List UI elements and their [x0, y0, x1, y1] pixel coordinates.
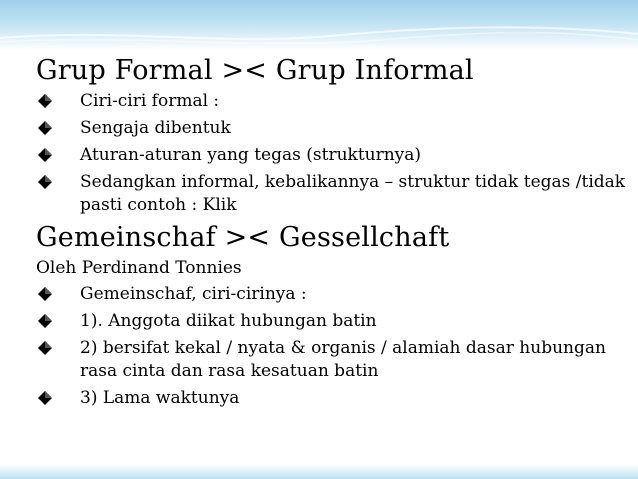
bullet-text: Sengaja dibentuk [80, 118, 231, 138]
diamond-bullet-icon [36, 337, 80, 360]
slide-content [36, 54, 632, 414]
bullet-item [36, 310, 632, 333]
bullet-text: Ciri-ciri formal : [80, 91, 220, 111]
slide-footer-band [0, 465, 638, 479]
bullet-item [36, 387, 632, 410]
section-subtitle: Oleh Perdinand Tonnies [36, 258, 242, 278]
diamond-bullet-icon [36, 144, 80, 167]
diamond-bullet-icon [36, 117, 80, 140]
bullet-item [36, 90, 632, 113]
bullet-item [36, 117, 632, 140]
diamond-bullet-icon [36, 387, 80, 410]
section-heading-gemeinschaft: Gemeinschaf >< Gessellchaft [36, 222, 450, 253]
bullet-text: 3) Lama waktunya [80, 388, 240, 408]
diamond-bullet-icon [36, 310, 80, 333]
bullet-item [36, 283, 632, 306]
diamond-bullet-icon [36, 171, 80, 194]
bullet-text: Sedangkan informal, kebalikannya – struktur tidak tegas /tidak pasti contoh : Klik [80, 172, 626, 215]
bullet-item [36, 144, 632, 167]
diamond-bullet-icon [36, 90, 80, 113]
slide-header-band [0, 0, 638, 50]
diamond-bullet-icon [36, 283, 80, 306]
section-heading-formal: Grup Formal >< Grup Informal [36, 55, 474, 86]
bullet-text: 1). Anggota diikat hubungan batin [80, 311, 377, 331]
wave-decoration [0, 0, 638, 50]
bullet-item [36, 171, 632, 217]
bullet-text: Aturan-aturan yang tegas (strukturnya) [80, 145, 422, 165]
bullet-text: Gemeinschaf, ciri-cirinya : [80, 284, 307, 304]
bullet-item [36, 337, 632, 383]
bullet-text: 2) bersifat kekal / nyata & organis / alamiah dasar hubungan rasa cinta dan rasa kesatuan batin [80, 338, 606, 381]
